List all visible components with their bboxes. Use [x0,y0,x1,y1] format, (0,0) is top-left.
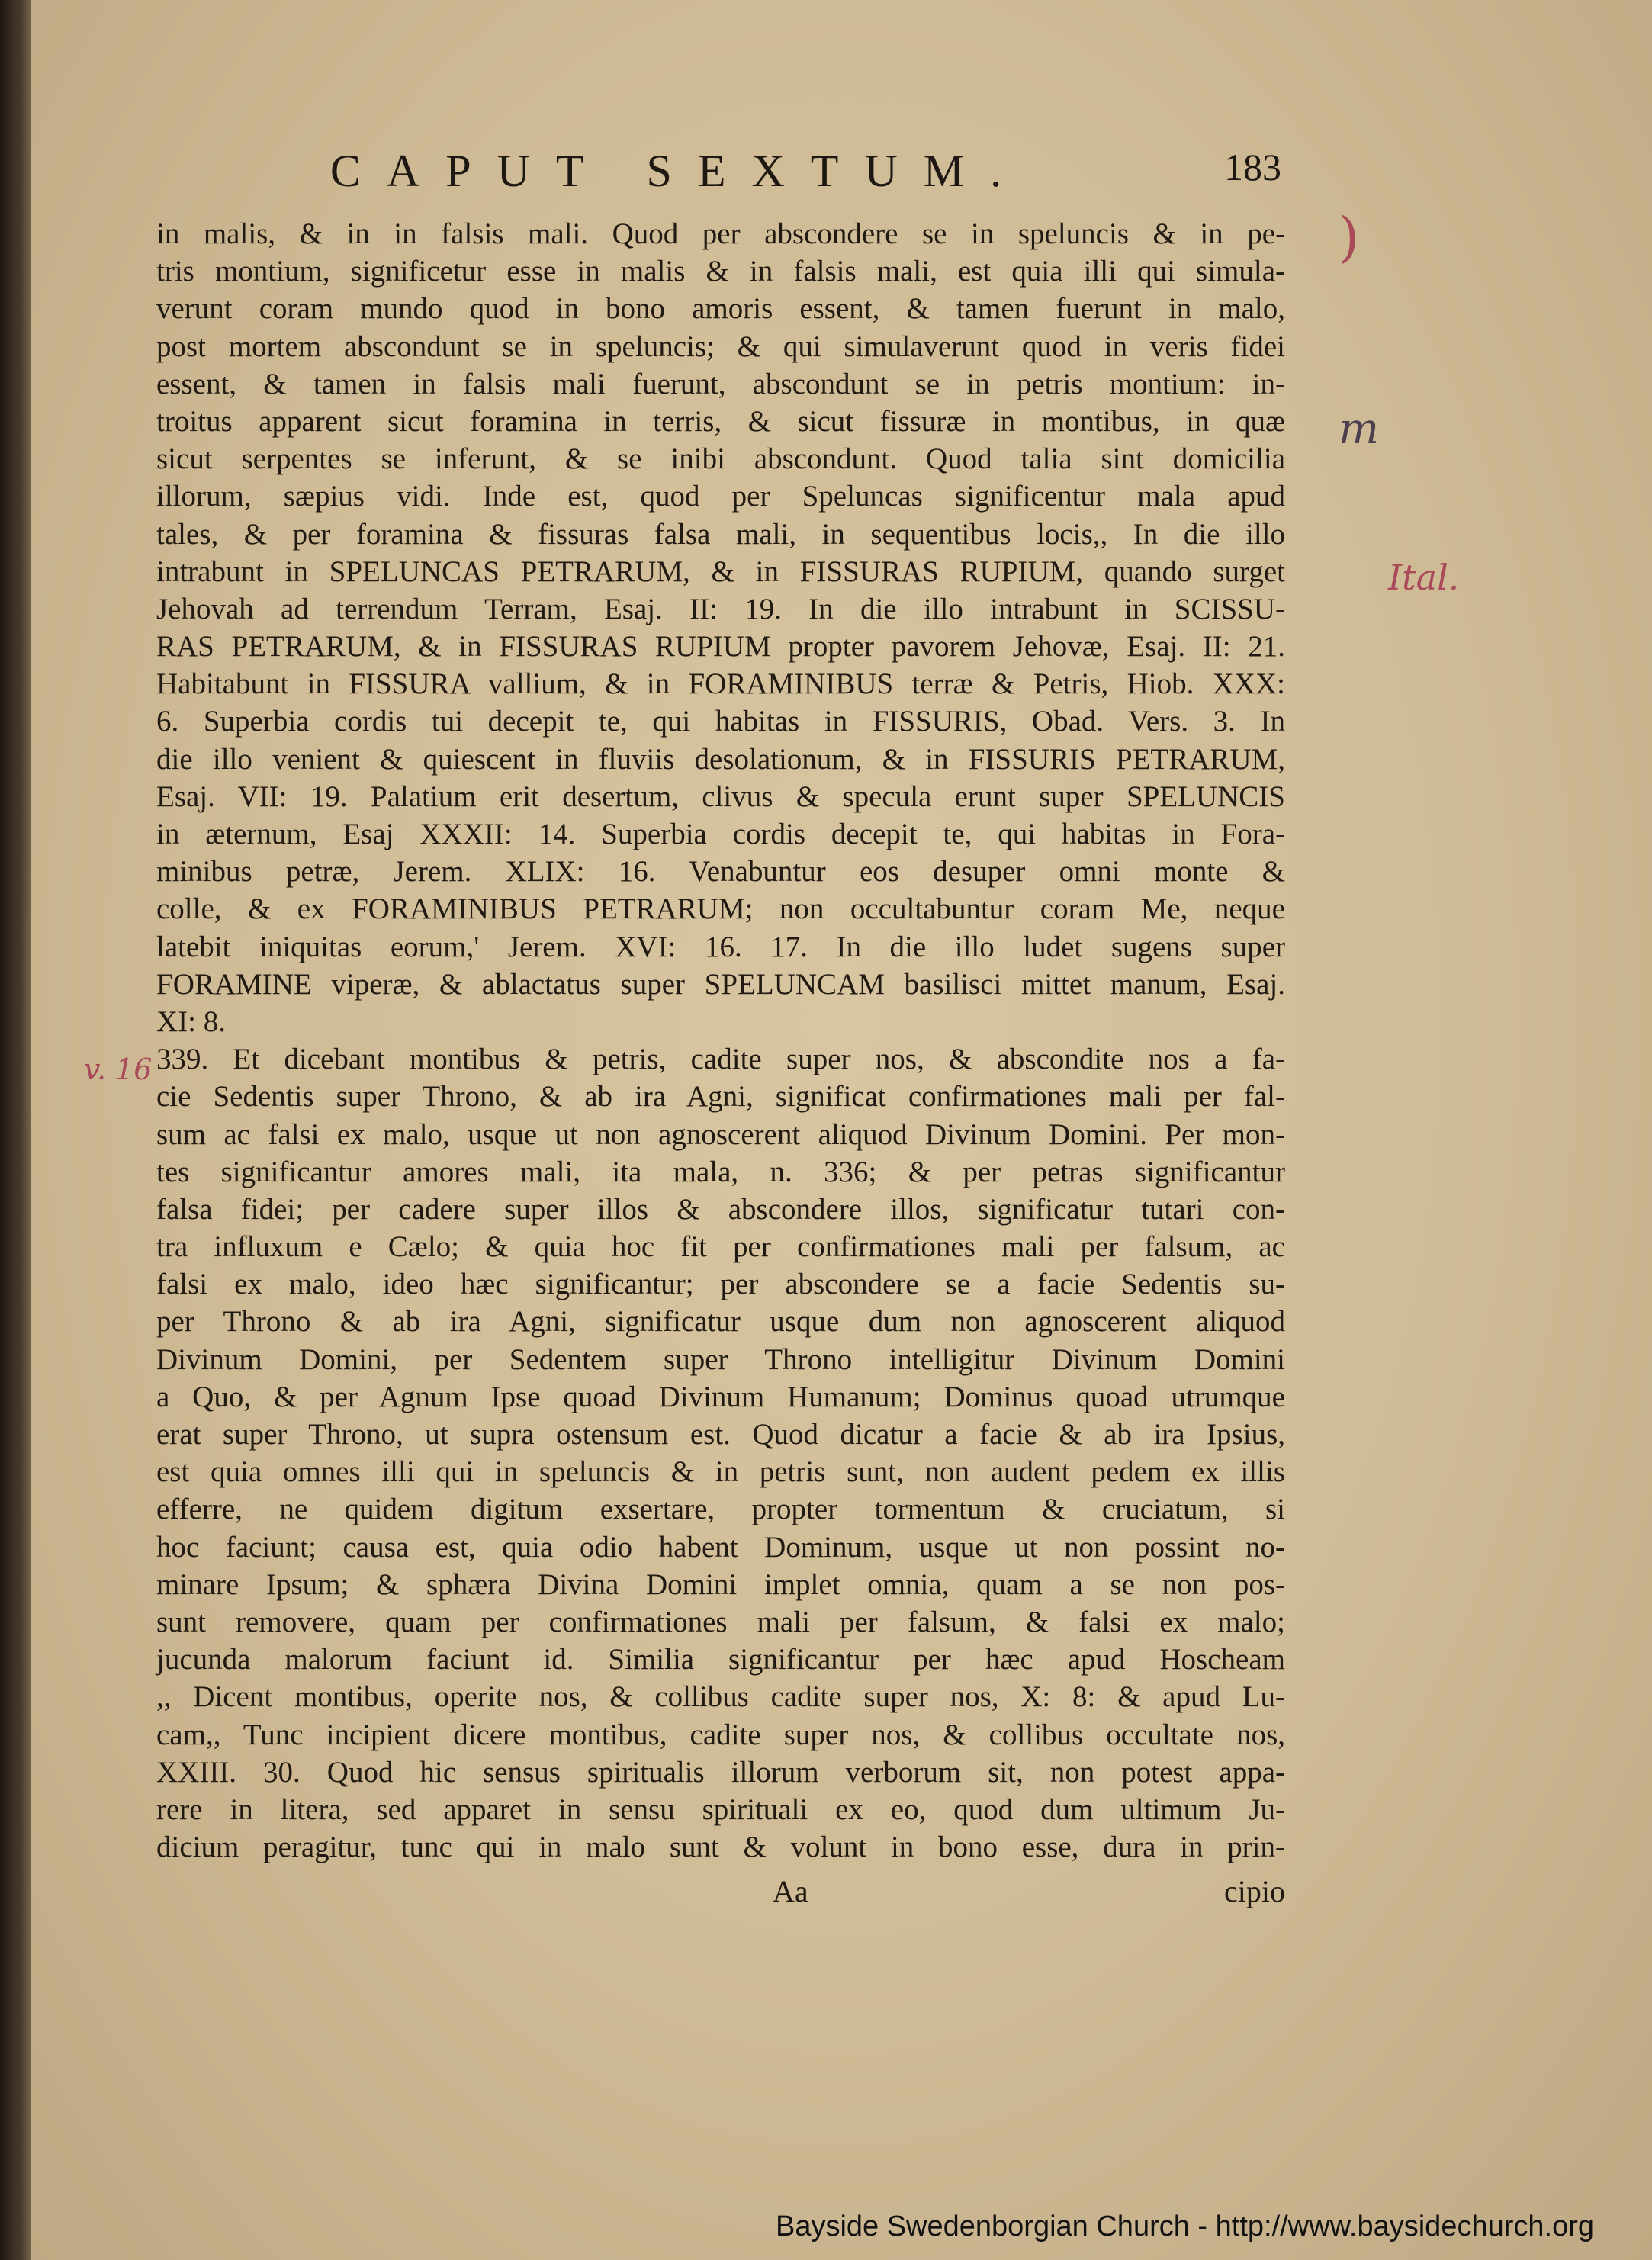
text-line: sunt removere, quam per confirmationes mali per falsum, & falsi ex malo; [156,1605,1285,1638]
text-line: Esaj. VII: 19. Palatium erit desertum, clivus & specula erunt super SPELUNCIS [156,780,1285,813]
text-line: sicut serpentes se inferunt, & se inibi abscondunt. Quod talia sint domicilia [156,442,1285,476]
text-line: intrabunt in SPELUNCAS PETRARUM, & in FISSURAS RUPIUM, quando surget [156,555,1285,588]
margin-note-verse: v. 16 [84,1053,153,1086]
text-line: tra influxum e Cælo; & quia hoc fit per confirmationes mali per falsum, ac [156,1230,1285,1264]
text-line: XXIII. 30. Quod hic sensus spiritualis illorum verborum sit, non potest appa- [156,1755,1285,1789]
text-line: tes significantur amores mali, ita mala, n. 336; & per petras significantur [156,1155,1285,1188]
body-text [156,215,1285,1866]
text-line: RAS PETRARUM, & in FISSURAS RUPIUM propter pavorem Jehovæ, Esaj. II: 21. [156,630,1285,664]
text-line: die illo venient & quiescent in fluviis desolationum, & in FISSURIS PETRARUM, [156,742,1285,776]
text-line: FORAMINE viperæ, & ablactatus super SPELUNCAM basilisci mittet manum, Esaj. [156,967,1285,1001]
text-line: post mortem abscondunt se in speluncis; & qui simulaverunt quod in veris fidei [156,330,1285,363]
running-head [229,145,1281,198]
watermark: Bayside Swedenborgian Church - http://www.baysidechurch.org [775,2210,1594,2242]
text-line: in æternum, Esaj XXXII: 14. Superbia cordis decepit te, qui habitas in Fora- [156,818,1285,850]
text-line: Jehovah ad terrendum Terram, Esaj. II: 19. In die illo intrabunt in SCISSU- [156,592,1285,625]
text-line: minibus petræ, Jerem. XLIX: 16. Venabuntur eos desuper omni monte & [156,855,1285,889]
text-line: verunt coram mundo quod in bono amoris essent, & tamen fuerunt in malo, [156,292,1285,326]
text-line: 6. Superbia cordis tui decepit te, qui habitas in FISSURIS, Obad. Vers. 3. In [156,705,1285,738]
text-line: falsi ex malo, ideo hæc significantur; per abscondere se a facie Sedentis su- [156,1268,1285,1301]
text-line: cam,, Tunc incipient dicere montibus, cadite super nos, & collibus occultate nos, [156,1718,1285,1751]
text-line: minare Ipsum; & sphæra Divina Domini implet omnia, quam a se non pos- [156,1567,1285,1601]
text-line: 339. Et dicebant montibus & petris, cadite super nos, & abscondite nos a fa- [156,1043,1285,1076]
text-line: rere in litera, sed apparet in sensu spirituali ex eo, quod dum ultimum Ju- [156,1792,1285,1826]
text-line: tales, & per foramina & fissuras falsa mali, in sequentibus locis,, In die illo [156,517,1285,551]
text-line: jucunda malorum faciunt id. Similia significantur per hæc apud Hoscheam [156,1643,1285,1677]
text-line: Divinum Domini, per Sedentem super Throno intelligitur Divinum Domini [156,1342,1285,1376]
text-line: essent, & tamen in falsis mali fuerunt, abscondunt se in petris montium: in- [156,367,1285,400]
catchword: cipio [1224,1874,1285,1908]
text-line: troitus apparent sicut foramina in terris, & sicut fissuræ in montibus, in quæ [156,404,1285,438]
text-line: colle, & ex FORAMINIBUS PETRARUM; non occultabuntur coram Me, neque [156,892,1285,926]
text-line: in malis, & in in falsis mali. Quod per abscondere se in speluncis & in pe- [156,217,1285,250]
text-line: falsa fidei; per cadere super illos & abscondere illos, significatur tutari con- [156,1192,1285,1226]
text-line: latebit iniquitas eorum,' Jerem. XVI: 16. 17. In die illo ludet sugens super [156,930,1285,963]
text-line: Habitabunt in FISSURA vallium, & in FORAMINIBUS terræ & Petris, Hiob. XXX: [156,667,1285,701]
page-footer [156,1873,1285,1911]
signature-mark: Aa [773,1874,808,1908]
margin-note-bracket: ) [1339,206,1360,268]
margin-note-ital: Ital. [1388,557,1460,598]
running-title: CAPUT SEXTUM. [329,146,1028,196]
text-line: est quia omnes illi qui in speluncis & in petris sunt, non audent pedem ex illis [156,1455,1285,1489]
text-line: XI: 8. [156,1005,226,1038]
text-line: tris montium, significetur esse in malis & in falsis mali, est quia illi qui simula- [156,255,1285,288]
text-line: sum ac falsi ex malo, usque ut non agnoscerent aliquod Divinum Domini. Per mon- [156,1117,1285,1151]
text-line: hoc faciunt; causa est, quia odio habent Dominum, usque ut non possint no- [156,1530,1285,1564]
text-line: ,, Dicent montibus, operite nos, & collibus cadite super nos, X: 8: & apud Lu- [156,1680,1285,1714]
text-line: dicium peragitur, tunc qui in malo sunt & volunt in bono esse, dura in prin- [156,1831,1285,1864]
text-line: a Quo, & per Agnum Ipse quoad Divinum Humanum; Dominus quoad utrumque [156,1380,1285,1413]
page-number: 183 [1224,146,1281,188]
margin-note-m: m [1339,404,1380,454]
text-line: per Throno & ab ira Agni, significatur usque dum non agnoscerent aliquod [156,1305,1285,1339]
text-line: erat super Throno, ut supra ostensum est. Quod dicatur a facie & ab ira Ipsius, [156,1418,1285,1451]
text-line: illorum, sæpius vidi. Inde est, quod per Speluncas significentur mala apud [156,480,1285,513]
text-line: cie Sedentis super Throno, & ab ira Agni, significat confirmationes mali per fal- [156,1080,1285,1114]
text-line: efferre, ne quidem digitum exsertare, propter tormentum & cruciatum, si [156,1493,1285,1526]
